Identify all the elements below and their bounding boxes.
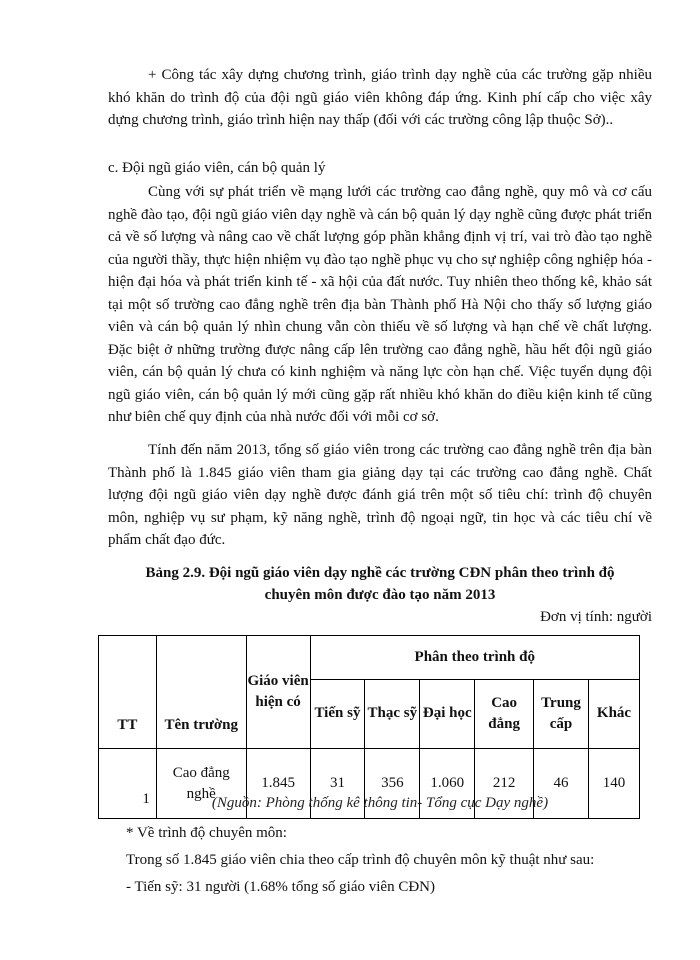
cell-value: 1.060 — [420, 749, 475, 819]
paragraph-curriculum: + Công tác xây dựng chương trình, giáo trình dạy nghề của các trường gặp nhiều khó khăn do trình độ của đội ngũ giáo viên không đáp ứng. Kinh phí cấp cho việc xây dựng chương trình, giáo trình hiện nay thấp (đối với các trường công lập thuộc Sở).. — [108, 67, 652, 128]
header-level: Trung cấp — [534, 679, 589, 748]
header-tt: TT — [99, 636, 157, 749]
cell-value: 140 — [588, 749, 639, 819]
table-caption-line1: Bảng 2.9. Đội ngũ giáo viên dạy nghề các trường CĐN phân theo trình độ — [145, 565, 615, 581]
cell-value: 46 — [534, 749, 589, 819]
header-level: Cao đẳng — [475, 679, 534, 748]
teacher-qualification-table — [98, 635, 640, 819]
cell-total: 1.845 — [246, 749, 310, 819]
cell-value: 212 — [475, 749, 534, 819]
header-level: Thạc sỹ — [365, 679, 420, 748]
header-level: Tiến sỹ — [310, 679, 365, 748]
cell-tt: 1 — [99, 749, 157, 819]
paragraph-staff-development: Cùng với sự phát triển về mạng lưới các trường cao đẳng nghề, quy mô và cơ cấu nghề đào tạo, đội ngũ giáo viên dạy nghề và cán bộ quản lý dạy nghề cũng được phát triển cả về số lượng và nâng cao về chất lượng góp phần khẳng định vị trí, vai trò đào tạo nghề của người thầy, thực hiện nhiệm vụ đào tạo nghề phục vụ cho sự nghiệp công nghiệp hóa - hiện đại hóa và phát triển kinh tế - xã hội của đất nước. Tuy nhiên theo thống kê, khảo sát tại một số trường cao đẳng nghề trên địa bàn Thành phố Hà Nội cho thấy số lượng giáo viên và cán bộ quản lý nhìn chung vẫn còn thiếu về số lượng và hạn chế về chất lượng. Đặc biệt ở những trường được nâng cấp lên trường cao đẳng nghề, hầu hết đội ngũ giáo viên, cán bộ quản lý chưa có kinh nghiệm và năng lực còn hạn chế. Việc tuyển dụng đội ngũ giáo viên, cán bộ quản lý mới cũng gặp rất nhiều khó khăn do điều kiện kinh tế cũng như biên chế quy định của nhà nước đối với mỗi cơ sở. — [108, 184, 652, 425]
qualification-intro: Trong số 1.845 giáo viên chia theo cấp trình độ chuyên môn kỹ thuật như sau: — [126, 852, 595, 868]
header-phan-theo: Phân theo trình độ — [310, 636, 639, 680]
subheading-qualification: * Về trình độ chuyên môn: — [126, 825, 287, 841]
header-level: Đại học — [420, 679, 475, 748]
header-giao-vien: Giáo viên hiện có — [246, 636, 310, 749]
header-ten-truong: Tên trường — [156, 636, 246, 749]
paragraph-teacher-count: Tính đến năm 2013, tổng số giáo viên trong các trường cao đẳng nghề trên địa bàn Thành phố là 1.845 giáo viên tham gia giảng dạy tại các trường cao đẳng nghề. Chất lượng đội ngũ giáo viên dạy nghề được đánh giá trên một số tiêu chí: trình độ chuyên môn, nghiệp vụ sư phạm, kỹ năng nghề, trình độ ngoại ngữ, tin học và các tiêu chí về phẩm chất đạo đức. — [108, 442, 652, 548]
table-caption-line2: chuyên môn được đào tạo năm 2013 — [264, 587, 496, 603]
table-unit: Đơn vị tính: người — [540, 609, 652, 625]
header-level: Khác — [588, 679, 639, 748]
cell-value: 31 — [310, 749, 365, 819]
section-heading-c: c. Đội ngũ giáo viên, cán bộ quản lý — [108, 160, 326, 176]
cell-value: 356 — [365, 749, 420, 819]
qualification-phd: - Tiến sỹ: 31 người (1.68% tổng số giáo viên CĐN) — [126, 879, 435, 895]
table-source: (Nguồn: Phòng thống kê thông tin- Tổng cục Dạy nghề) — [211, 795, 549, 811]
cell-name: Cao đẳng nghề — [156, 749, 246, 819]
